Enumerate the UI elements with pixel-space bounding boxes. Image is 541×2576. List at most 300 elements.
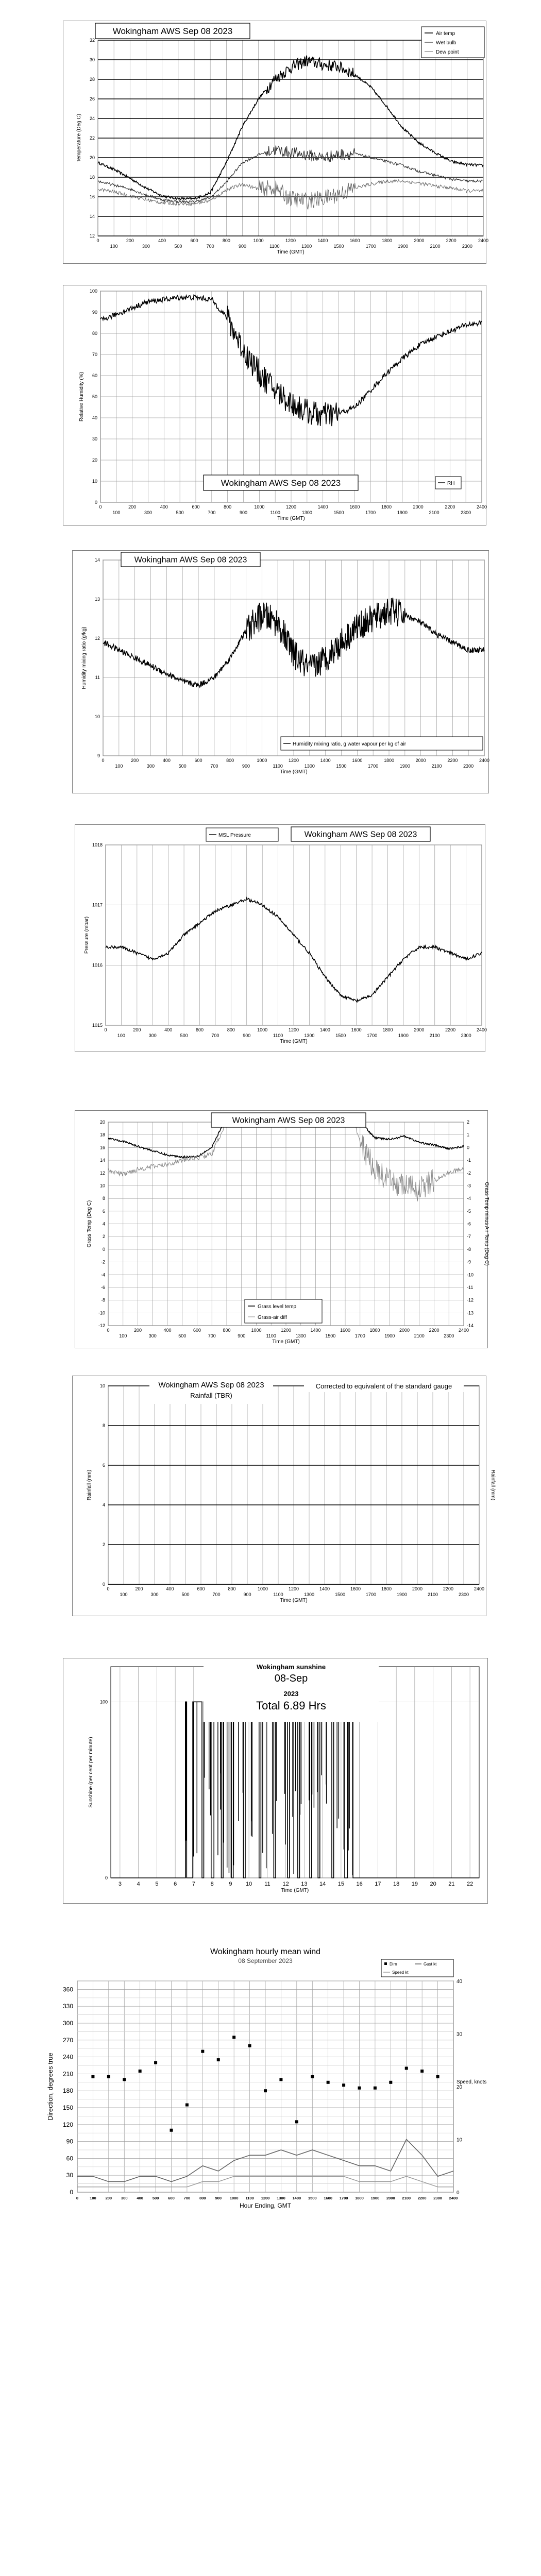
grass-y2-tick: -2 xyxy=(467,1170,471,1176)
grass-y-tick: 8 xyxy=(102,1196,105,1201)
sunshine-ylabel: Sunshine (per cent per minute) xyxy=(88,1737,94,1808)
pressure-x-tick: 1800 xyxy=(382,1027,393,1032)
wind-x-tick: 1600 xyxy=(324,2196,333,2200)
humidity-xlabel: Time (GMT) xyxy=(277,516,305,521)
wind-subtitle: 08 September 2023 xyxy=(238,1957,293,1964)
wind-x-tick: 800 xyxy=(199,2196,206,2200)
wind-dirn-point xyxy=(358,2087,361,2090)
rainfall-x-tick: 1200 xyxy=(288,1586,299,1591)
rainfall-x-tick: 1900 xyxy=(396,1592,408,1597)
sunshine-x-tick: 12 xyxy=(282,1881,289,1887)
rainfall-x-tick: 2000 xyxy=(412,1586,423,1591)
temperature-x-tick: 1000 xyxy=(253,238,264,243)
grass-x-tick: 1800 xyxy=(369,1328,380,1333)
wind-x-tick: 1500 xyxy=(308,2196,317,2200)
grass-x-tick: 0 xyxy=(107,1328,110,1333)
sunshine-date: 08-Sep xyxy=(274,1673,308,1684)
pressure-ylabel: Pressure (mbar) xyxy=(84,916,90,954)
rainfall-x-tick: 400 xyxy=(166,1586,174,1591)
grass-x-tick: 2300 xyxy=(444,1333,454,1338)
wind-y-tick: 300 xyxy=(62,2020,73,2027)
sunshine-y-tick: 0 xyxy=(105,1875,108,1880)
pressure-legend-label: MSL Pressure xyxy=(218,833,251,838)
humidity-y-tick: 70 xyxy=(92,352,97,357)
grass-x-tick: 1700 xyxy=(354,1333,365,1338)
wind-y2-tick: 0 xyxy=(457,2190,460,2196)
sunshine-x-tick: 3 xyxy=(118,1881,122,1887)
mixing_ratio-y-tick: 10 xyxy=(94,714,100,719)
grass-y2-tick: -5 xyxy=(467,1208,471,1214)
grass-x-tick: 1200 xyxy=(280,1328,292,1333)
grass-y-tick: 14 xyxy=(99,1158,105,1163)
humidity-x-tick: 500 xyxy=(176,510,184,515)
wind-dirn-point xyxy=(405,2066,408,2070)
wind-legend-label: Gust kt xyxy=(424,1962,437,1967)
temperature-y-tick: 20 xyxy=(89,155,95,160)
wind-y2-tick: 10 xyxy=(457,2137,463,2143)
mixing_ratio-x-tick: 1900 xyxy=(399,764,410,769)
mixing_ratio-y-tick: 9 xyxy=(97,753,100,758)
wind-legend-label: Speed kt xyxy=(392,1970,409,1975)
humidity-y-tick: 90 xyxy=(92,310,97,315)
rainfall-x-tick: 1000 xyxy=(257,1586,268,1591)
sunshine-x-tick: 18 xyxy=(393,1881,400,1887)
mixing_ratio-x-tick: 300 xyxy=(146,764,155,769)
wind-dirn-point xyxy=(185,2104,189,2107)
sunshine-x-tick: 6 xyxy=(174,1881,177,1887)
humidity-x-tick: 400 xyxy=(160,504,168,510)
pressure-x-tick: 1200 xyxy=(288,1027,299,1032)
mixing_ratio-x-tick: 1500 xyxy=(336,764,347,769)
wind-x-tick: 1900 xyxy=(370,2196,380,2200)
temperature-y-tick: 12 xyxy=(89,233,95,239)
wind-y-tick: 240 xyxy=(62,2053,73,2061)
temperature-x-tick: 1600 xyxy=(349,238,360,243)
humidity-x-tick: 1700 xyxy=(365,510,376,515)
grass-x-tick: 2100 xyxy=(414,1333,425,1338)
pressure-x-tick: 1900 xyxy=(398,1033,409,1038)
grass-y-tick: -2 xyxy=(100,1259,105,1265)
grass-y-tick: -4 xyxy=(100,1272,105,1278)
rainfall-ylabel: Rainfall (mm) xyxy=(87,1469,92,1501)
pressure-title: Wokingham AWS Sep 08 2023 xyxy=(304,830,417,839)
mixing_ratio-x-tick: 1600 xyxy=(352,758,363,763)
temperature-x-tick: 400 xyxy=(158,238,166,243)
sunshine-x-tick: 11 xyxy=(264,1881,270,1887)
rainfall-y-tick: 6 xyxy=(102,1463,105,1468)
temperature-x-tick: 800 xyxy=(222,238,230,243)
pressure-x-tick: 300 xyxy=(148,1033,157,1038)
temperature-xlabel: Time (GMT) xyxy=(277,249,305,255)
sunshine-x-tick: 5 xyxy=(155,1881,159,1887)
mixing_ratio-x-tick: 1200 xyxy=(288,758,299,763)
wind-x-tick: 1700 xyxy=(339,2196,348,2200)
humidity-x-tick: 2100 xyxy=(429,510,439,515)
wind-dirn-point xyxy=(107,2075,110,2078)
wind-x-tick: 100 xyxy=(90,2196,96,2200)
grass-ylabel: Grass Temp (Deg C) xyxy=(87,1200,92,1248)
wind-y2-tick: 20 xyxy=(457,2084,463,2090)
wind-dirn-point xyxy=(295,2120,298,2123)
sunshine-x-tick: 22 xyxy=(467,1881,474,1887)
sunshine-x-tick: 13 xyxy=(301,1881,308,1887)
sunshine-year: 2023 xyxy=(283,1690,299,1698)
humidity-x-tick: 1500 xyxy=(333,510,344,515)
wind-dirn-point xyxy=(311,2075,314,2078)
rainfall-title: Wokingham AWS Sep 08 2023 xyxy=(158,1381,264,1389)
wind-dirn-point xyxy=(91,2075,94,2078)
pressure-x-tick: 600 xyxy=(195,1027,204,1032)
temperature-x-tick: 700 xyxy=(206,244,214,249)
pressure-x-tick: 1600 xyxy=(351,1027,362,1032)
mixing_ratio-x-tick: 1300 xyxy=(304,764,315,769)
rainfall-y2label: Rainfall (mm) xyxy=(490,1469,496,1501)
grass-y2-tick: -3 xyxy=(467,1183,471,1189)
wind-x-tick: 0 xyxy=(76,2196,79,2200)
grass-y-tick: 12 xyxy=(99,1170,105,1176)
grass-y-tick: 0 xyxy=(102,1246,105,1252)
pressure-x-tick: 200 xyxy=(133,1027,141,1032)
sunshine-x-tick: 20 xyxy=(430,1881,436,1887)
temperature-legend-label: Dew point xyxy=(436,49,459,55)
pressure-x-tick: 1500 xyxy=(335,1033,346,1038)
rainfall-x-tick: 800 xyxy=(228,1586,236,1591)
humidity-x-tick: 700 xyxy=(208,510,216,515)
grass-x-tick: 900 xyxy=(238,1333,246,1338)
humidity-x-tick: 800 xyxy=(224,504,232,510)
wind-x-tick: 2200 xyxy=(417,2196,427,2200)
wind-dirn-point xyxy=(232,2036,235,2039)
temperature-x-tick: 1300 xyxy=(301,244,312,249)
sunshine-x-tick: 21 xyxy=(448,1881,455,1887)
pressure-xlabel: Time (GMT) xyxy=(280,1039,308,1044)
grass-y2-tick: -7 xyxy=(467,1234,471,1240)
mixing_ratio-x-tick: 1800 xyxy=(383,758,395,763)
mixing_ratio-x-tick: 200 xyxy=(131,758,139,763)
pressure-x-tick: 1400 xyxy=(319,1027,330,1032)
wind-dirn-point xyxy=(420,2070,424,2073)
pressure-x-tick: 400 xyxy=(164,1027,173,1032)
mixing_ratio-x-tick: 1400 xyxy=(320,758,331,763)
temperature-y-tick: 18 xyxy=(89,175,95,180)
grass-x-tick: 500 xyxy=(178,1333,187,1338)
grass-y2-tick: 2 xyxy=(467,1120,470,1125)
temperature-y-tick: 32 xyxy=(89,38,95,43)
temperature-x-tick: 2300 xyxy=(462,244,472,249)
grass-y-tick: -12 xyxy=(98,1323,105,1328)
temperature-x-tick: 1200 xyxy=(285,238,296,243)
grass-x-tick: 700 xyxy=(208,1333,216,1338)
wind-dirn-point xyxy=(436,2075,439,2078)
wind-dirn-point xyxy=(279,2078,282,2081)
rainfall-y-tick: 8 xyxy=(102,1423,105,1428)
temperature-x-tick: 1100 xyxy=(269,244,280,249)
mixing-title: Wokingham AWS Sep 08 2023 xyxy=(134,555,247,565)
wind-dirn-point xyxy=(342,2083,345,2087)
grass-y2-tick: -12 xyxy=(467,1297,474,1303)
wind-y-tick: 210 xyxy=(62,2070,73,2078)
wind-y-tick: 330 xyxy=(62,2003,73,2010)
sunshine-x-tick: 4 xyxy=(137,1881,140,1887)
grass-y2-tick: 0 xyxy=(467,1145,470,1150)
sunshine-xlabel: Time (GMT) xyxy=(281,1888,309,1893)
temperature-y-tick: 14 xyxy=(89,214,95,219)
temperature-legend-label: Air temp xyxy=(436,31,455,37)
sunshine-x-tick: 8 xyxy=(210,1881,214,1887)
rainfall-x-tick: 1700 xyxy=(365,1592,377,1597)
wind-y-tick: 360 xyxy=(62,1986,73,1993)
rainfall-x-tick: 1600 xyxy=(350,1586,361,1591)
wind-x-tick: 1800 xyxy=(355,2196,364,2200)
mixing_ratio-x-tick: 600 xyxy=(194,758,202,763)
humidity-x-tick: 2300 xyxy=(461,510,471,515)
grass-x-tick: 1900 xyxy=(384,1333,395,1338)
temperature-x-tick: 2000 xyxy=(414,238,425,243)
temperature-x-tick: 300 xyxy=(142,244,150,249)
humidity-ylabel: Relative Humidity (%) xyxy=(79,371,84,422)
wind-dirn-point xyxy=(201,2050,204,2053)
wind-dirn-point xyxy=(123,2078,126,2081)
wind-dirn-point xyxy=(374,2087,377,2090)
mixing_ratio-x-tick: 2400 xyxy=(479,758,490,763)
grass-y-tick: 4 xyxy=(102,1221,105,1227)
humidity-y-tick: 60 xyxy=(92,373,97,378)
rainfall-x-tick: 1300 xyxy=(303,1592,315,1597)
temperature-y-tick: 26 xyxy=(89,96,95,101)
wind-xlabel: Hour Ending, GMT xyxy=(239,2202,292,2209)
humidity-x-tick: 2000 xyxy=(413,504,424,510)
pressure-x-tick: 900 xyxy=(243,1033,251,1038)
rainfall-x-tick: 1400 xyxy=(319,1586,330,1591)
wind-x-tick: 1200 xyxy=(261,2196,270,2200)
wind-y-tick: 270 xyxy=(62,2036,73,2044)
grass-xlabel: Time (GMT) xyxy=(272,1339,300,1345)
grass-y-tick: 2 xyxy=(102,1234,105,1240)
pressure-y-tick: 1016 xyxy=(92,962,103,968)
grass-y-tick: 10 xyxy=(99,1183,105,1189)
mixing_ratio-x-tick: 500 xyxy=(178,764,187,769)
sunshine-x-tick: 9 xyxy=(229,1881,232,1887)
mixing_ratio-y-tick: 11 xyxy=(95,675,100,680)
rainfall-x-tick: 600 xyxy=(197,1586,205,1591)
humidity-x-tick: 2400 xyxy=(476,504,487,510)
wind-y-tick: 0 xyxy=(70,2189,73,2196)
wind-x-tick: 2400 xyxy=(449,2196,458,2200)
mixing_ratio-y-tick: 12 xyxy=(94,636,100,641)
grass-x-tick: 2000 xyxy=(399,1328,410,1333)
wind-y-tick: 30 xyxy=(66,2172,73,2179)
temperature-y-tick: 24 xyxy=(89,116,95,121)
pressure-x-tick: 2300 xyxy=(461,1033,471,1038)
wind-legend-label: Dirn xyxy=(390,1962,397,1967)
pressure-x-tick: 100 xyxy=(117,1033,125,1038)
pressure-x-tick: 2100 xyxy=(429,1033,440,1038)
grass-y2-tick: -14 xyxy=(467,1323,474,1328)
grass-y2-tick: -9 xyxy=(467,1259,471,1265)
pressure-x-tick: 2400 xyxy=(476,1027,487,1032)
temperature-x-tick: 1700 xyxy=(365,244,376,249)
mixing_ratio-x-tick: 1700 xyxy=(368,764,379,769)
pressure-x-tick: 800 xyxy=(227,1027,235,1032)
rainfall-x-tick: 100 xyxy=(120,1592,128,1597)
pressure-y-tick: 1017 xyxy=(92,902,103,908)
mixing-legend-label: Humidity mixing ratio, g water vapour per kg of air xyxy=(293,741,407,747)
grass-y2-tick: -11 xyxy=(467,1284,474,1290)
wind-x-tick: 1400 xyxy=(292,2196,301,2200)
wind-x-tick: 500 xyxy=(152,2196,159,2200)
mixing_ratio-xlabel: Time (GMT) xyxy=(280,769,308,775)
wind-dirn-point xyxy=(139,2070,142,2073)
grass-x-tick: 800 xyxy=(223,1328,231,1333)
pressure-x-tick: 2200 xyxy=(445,1027,456,1032)
humidity-x-tick: 1800 xyxy=(381,504,392,510)
wind-y2-tick: 40 xyxy=(457,1979,463,1985)
grass-y2-tick: -8 xyxy=(467,1246,471,1252)
pressure-y-tick: 1015 xyxy=(92,1023,103,1028)
grass-x-tick: 2200 xyxy=(429,1328,439,1333)
humidity-x-tick: 300 xyxy=(144,510,153,515)
mixing_ratio-x-tick: 2200 xyxy=(447,758,458,763)
humidity-x-tick: 1100 xyxy=(270,510,280,515)
grass-y2-tick: -10 xyxy=(467,1272,474,1278)
temperature-legend-label: Wet bulb xyxy=(436,40,457,46)
sunshine-x-tick: 16 xyxy=(356,1881,363,1887)
temperature-x-tick: 1900 xyxy=(398,244,409,249)
wind-x-tick: 2000 xyxy=(386,2196,395,2200)
rainfall-x-tick: 900 xyxy=(243,1592,251,1597)
wind-y-tick: 180 xyxy=(62,2087,73,2095)
temperature-x-tick: 2200 xyxy=(446,238,457,243)
grass-x-tick: 200 xyxy=(133,1328,142,1333)
humidity-x-tick: 100 xyxy=(112,510,121,515)
temperature-x-tick: 1500 xyxy=(333,244,344,249)
pressure-x-tick: 1700 xyxy=(367,1033,378,1038)
wind-y-tick: 150 xyxy=(62,2104,73,2111)
wind-x-tick: 1000 xyxy=(229,2196,239,2200)
wind-x-tick: 2300 xyxy=(433,2196,442,2200)
mixing_ratio-ylabel: Humidity mixing ratio (g/kg) xyxy=(81,626,87,689)
temperature-y-tick: 28 xyxy=(89,77,95,82)
wind-y-tick: 60 xyxy=(66,2155,73,2162)
mixing_ratio-x-tick: 1100 xyxy=(273,764,283,769)
wind-dirn-point xyxy=(170,2129,173,2132)
wind-x-tick: 2100 xyxy=(402,2196,411,2200)
sunshine-x-tick: 14 xyxy=(319,1881,326,1887)
grass-x-tick: 600 xyxy=(193,1328,201,1333)
grass-y-tick: -10 xyxy=(98,1310,105,1316)
temperature-y-tick: 22 xyxy=(89,135,95,141)
rainfall-y-tick: 10 xyxy=(99,1383,105,1388)
temperature-x-tick: 600 xyxy=(190,238,198,243)
mixing_ratio-y-tick: 13 xyxy=(94,597,100,602)
humidity-y-tick: 80 xyxy=(92,331,97,336)
rainfall-x-tick: 1800 xyxy=(381,1586,392,1591)
rainfall-x-tick: 2100 xyxy=(427,1592,438,1597)
grass-title: Wokingham AWS Sep 08 2023 xyxy=(232,1116,345,1125)
sunshine-x-tick: 15 xyxy=(337,1881,344,1887)
humidity-x-tick: 200 xyxy=(128,504,137,510)
wind-title: Wokingham hourly mean wind xyxy=(210,1947,321,1956)
grass-legend-label: Grass-air diff xyxy=(258,1315,288,1320)
grass-y2-tick: -1 xyxy=(467,1158,471,1163)
temperature-x-tick: 1800 xyxy=(381,238,393,243)
wind-x-tick: 400 xyxy=(137,2196,143,2200)
mixing_ratio-x-tick: 900 xyxy=(242,764,250,769)
sunshine-x-tick: 10 xyxy=(246,1881,252,1887)
temperature-x-tick: 1400 xyxy=(317,238,328,243)
grass-x-tick: 1500 xyxy=(325,1333,336,1338)
rainfall-x-tick: 700 xyxy=(212,1592,221,1597)
humidity-x-tick: 1300 xyxy=(301,510,312,515)
humidity-x-tick: 1200 xyxy=(285,504,297,510)
humidity-y-tick: 0 xyxy=(94,500,97,505)
mixing_ratio-x-tick: 700 xyxy=(210,764,218,769)
sunshine-x-tick: 7 xyxy=(192,1881,195,1887)
grass-x-tick: 400 xyxy=(163,1328,172,1333)
sunshine-x-tick: 19 xyxy=(411,1881,418,1887)
grass-x-tick: 1400 xyxy=(310,1328,321,1333)
grass-x-tick: 300 xyxy=(148,1333,157,1338)
mixing_ratio-x-tick: 2100 xyxy=(431,764,442,769)
rainfall-x-tick: 2200 xyxy=(443,1586,454,1591)
grass-y-tick: 16 xyxy=(99,1145,105,1150)
humidity-x-tick: 900 xyxy=(239,510,248,515)
wind-legend-swatch xyxy=(384,1962,387,1965)
rainfall-y-tick: 0 xyxy=(102,1582,105,1587)
humidity-x-tick: 2200 xyxy=(445,504,455,510)
mixing_ratio-x-tick: 2300 xyxy=(463,764,474,769)
pressure-y-tick: 1018 xyxy=(92,842,103,848)
temperature-ylabel: Temperature (Deg C) xyxy=(76,114,82,162)
grass-x-tick: 2400 xyxy=(458,1328,469,1333)
pressure-x-tick: 0 xyxy=(104,1027,107,1032)
grass-y2-tick: 1 xyxy=(467,1132,470,1138)
temperature-x-tick: 100 xyxy=(110,244,118,249)
pressure-x-tick: 500 xyxy=(180,1033,188,1038)
grass-y-tick: 18 xyxy=(99,1132,105,1138)
humidity-x-tick: 1900 xyxy=(397,510,408,515)
grass-y2label: Grass Temp minus Air Temp (Deg C) xyxy=(484,1182,489,1266)
rainfall-x-tick: 1100 xyxy=(273,1592,283,1597)
rainfall-x-tick: 2300 xyxy=(458,1592,469,1597)
pressure-x-tick: 1000 xyxy=(257,1027,268,1032)
rainfall-x-tick: 0 xyxy=(107,1586,110,1591)
humidity-x-tick: 1400 xyxy=(317,504,328,510)
rainfall-x-tick: 1500 xyxy=(334,1592,346,1597)
wind-x-tick: 900 xyxy=(215,2196,222,2200)
temperature-x-tick: 2100 xyxy=(430,244,441,249)
humidity-x-tick: 0 xyxy=(99,504,102,510)
mixing_ratio-x-tick: 0 xyxy=(102,758,105,763)
wind-dirn-point xyxy=(154,2061,157,2064)
wind-dirn-point xyxy=(389,2081,392,2084)
sunshine-total: Total 6.89 Hrs xyxy=(256,1699,326,1712)
sunshine-title: Wokingham sunshine xyxy=(256,1663,326,1671)
pressure-x-tick: 1100 xyxy=(273,1033,283,1038)
temperature-y-tick: 16 xyxy=(89,194,95,199)
mixing_ratio-y-tick: 14 xyxy=(94,557,100,563)
rainfall-x-tick: 300 xyxy=(150,1592,159,1597)
wind-ylabel: Direction, degrees true xyxy=(46,2053,54,2121)
humidity-y-tick: 50 xyxy=(92,394,97,399)
rainfall-subtitle: Rainfall (TBR) xyxy=(190,1392,232,1399)
rainfall-x-tick: 200 xyxy=(135,1586,143,1591)
wind-y-tick: 90 xyxy=(66,2138,73,2145)
grass-x-tick: 100 xyxy=(119,1333,127,1338)
temperature-x-tick: 200 xyxy=(126,238,134,243)
sunshine-y-tick: 100 xyxy=(99,1699,108,1705)
mixing_ratio-x-tick: 800 xyxy=(226,758,234,763)
